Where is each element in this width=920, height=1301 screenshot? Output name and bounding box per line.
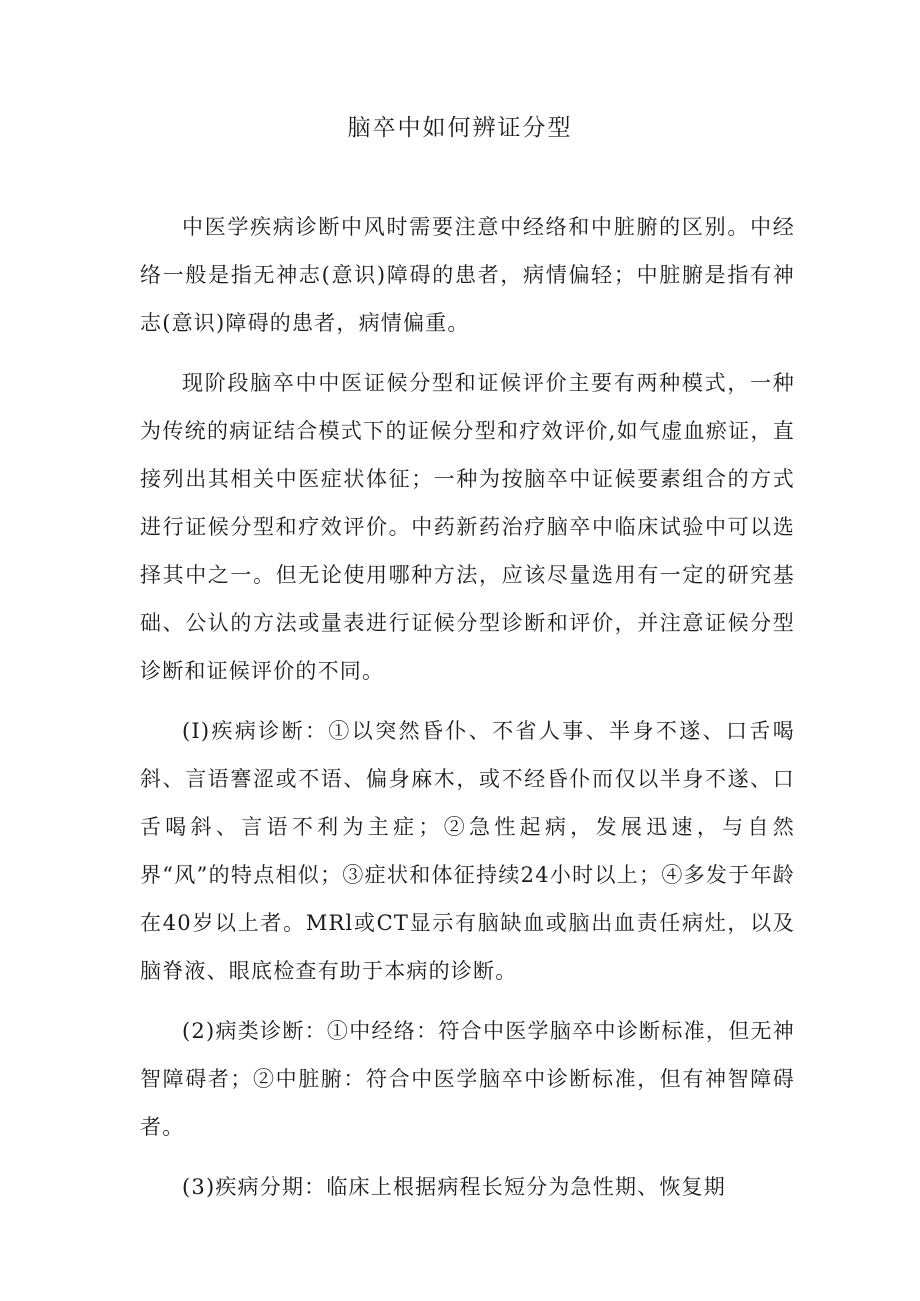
document-body (140, 203, 795, 1211)
paragraph-category-diagnosis: (2)病类诊断：①中经络：符合中医学脑卒中诊断标准，但无神智障碍者；②中脏腑：符合中医学脑卒中诊断标准，但有神智障碍者。 (140, 1019, 795, 1139)
document-title: 脑卒中如何辨证分型 (347, 115, 573, 141)
paragraph-zhongfeng-distinction: 中医学疾病诊断中风时需要注意中经络和中脏腑的区别。中经络一般是指无神志(意识)障碍的患者，病情偏轻；中脏腑是指有神志(意识)障碍的患者，病情偏重。 (140, 215, 795, 335)
paragraph-syndrome-models: 现阶段脑卒中中医证候分型和证候评价主要有两种模式，一种为传统的病证结合模式下的证候分型和疗效评价,如气虚血瘀证，直接列出其相关中医症状体征；一种为按脑卒中证候要素组合的方式进行证候分型和疗效评价。中药新药治疗脑卒中临床试验中可以选择其中之一。但无论使用哪种方法，应该尽量选用有一定的研究基础、公认的方法或量表进行证候分型诊断和评价，并注意证候分型诊断和证候评价的不同。 (140, 371, 795, 683)
paragraph-disease-diagnosis: (I)疾病诊断：①以突然昏仆、不省人事、半身不遂、口舌喝斜、言语謇涩或不语、偏身麻木，或不经昏仆而仅以半身不遂、口舌喝斜、言语不利为主症；②急性起病，发展迅速，与自然界“风”的特点相似；③症状和体征持续24小时以上；④多发于年龄在40岁以上者。MRl或CT显示有脑缺血或脑出血责任病灶，以及脑脊液、眼底检查有助于本病的诊断。 (140, 719, 795, 983)
paragraph-disease-staging: (3)疾病分期：临床上根据病程长短分为急性期、恢复期 (182, 1175, 726, 1199)
